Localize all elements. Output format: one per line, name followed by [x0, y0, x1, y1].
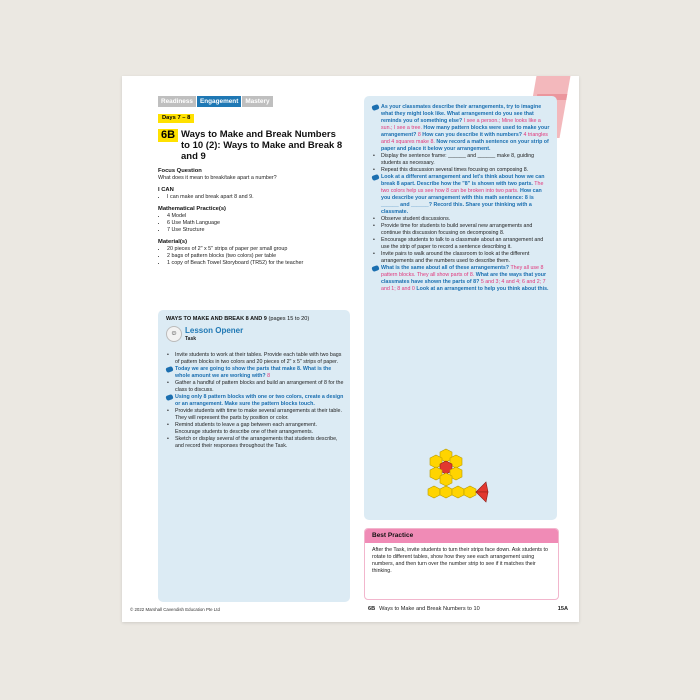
teacher-question: As your classmates describe their arrangements, try to imagine what they might look like. What arrangement do you see that reminds you of something else? — [381, 104, 542, 124]
instruction-text: Remind students to leave a gap between each arrangement. Encourage students to describe one of their arrangements. — [175, 422, 317, 435]
level-tabs — [158, 96, 274, 107]
instruction-text: Invite pairs to walk around the classroom to look at the different arrangements and the numbers used to describe them. — [381, 251, 530, 264]
bullet-icon: • — [167, 408, 169, 414]
bullet-icon: • — [167, 380, 169, 386]
instruction-item — [166, 422, 344, 436]
instruction-text: Provide time for students to build several new arrangements and continue this discussion focusing on decomposing 8. — [381, 223, 533, 236]
teacher-question: Record this. — [433, 202, 465, 208]
instruction-text: Observe student discussions. — [381, 216, 451, 222]
opener-subtitle: Task — [185, 336, 197, 342]
tab-engagement[interactable]: Engagement — [197, 96, 241, 107]
instruction-text: Sketch or display several of the arrangements that students describe, and record their responses throughout the Task. — [175, 436, 338, 449]
discussion-prompt — [166, 394, 344, 408]
teacher-question: Now record a math sentence on your strip of paper and place it below your arrangement. — [381, 139, 549, 152]
instruction-text: Invite students to work at their tables. Provide each table with two bags of pattern blocks in two colors and 20 pieces of 2" x 5" strips of paper. — [175, 352, 342, 365]
page-footer — [368, 606, 568, 612]
bullet-icon: • — [167, 436, 169, 442]
speech-icon — [371, 265, 379, 272]
discussion-list — [372, 104, 552, 293]
instruction-item — [372, 223, 552, 237]
flower-arrangement — [430, 449, 462, 486]
ican-heading: I CAN — [158, 187, 174, 193]
instruction-item — [372, 251, 552, 265]
lesson-overview — [158, 168, 348, 267]
bullet-icon: • — [373, 251, 375, 257]
instruction-text: Provide students with time to make several arrangements at their table. They will represent the parts by position or color. — [175, 408, 342, 421]
materials-heading: Material(s) — [158, 239, 187, 245]
discussion-box — [364, 96, 557, 520]
tab-mastery[interactable]: Mastery — [242, 96, 272, 107]
teacher-question: How can you describe your arrangement with this math sentence: 8 is ______ and ______? — [381, 188, 542, 208]
instruction-text: Display the sentence frame: ______ and ______ make 8, guiding students as necessary. — [381, 153, 535, 166]
instruction-item — [166, 436, 344, 450]
bullet-icon: • — [373, 223, 375, 229]
teacher-question: What is the same about all of these arrangements? — [381, 265, 510, 271]
instruction-text: Encourage students to talk to a classmate about an arrangement and use the strip of paper to record a sentence describing it. — [381, 237, 544, 250]
discussion-prompt — [166, 366, 344, 380]
speech-icon — [165, 394, 173, 401]
instruction-text: Repeat this discussion several times focusing on composing 8. — [381, 167, 529, 173]
discussion-prompt — [372, 174, 552, 216]
best-practice-text: After the Task, invite students to turn their strips face down. Ask students to rotate to different tables, show how they see each arrangement using numbers, and then turn over the number strip to see if it matches their thinking. — [372, 547, 548, 574]
teacher-question: Today we are going to show the parts that make 8. What is the whole amount we are working with? — [175, 366, 332, 379]
focus-text: What does it mean to break/take apart a number? — [158, 175, 277, 181]
lesson-title: Ways to Make and Break Numbers to 10 (2): Ways to Make and Break 8 and 9 — [181, 129, 343, 162]
instruction-item — [166, 352, 344, 366]
material-item: • 1 copy of Beach Towel Storyboard (TR52) for the teacher — [167, 260, 348, 267]
sample-answer: 4 triangles and 4 squares make 8. — [381, 132, 548, 145]
instruction-text: Gather a handful of pattern blocks and build an arrangement of 8 for the class to discuss. — [175, 380, 344, 393]
best-practice-heading: Best Practice — [365, 529, 558, 543]
teacher-question: What are the ways that your classmates have shown the parts of 8? — [381, 272, 547, 285]
teacher-question: How can you describe it with numbers? — [422, 132, 523, 138]
sample-answer: I see a person.; Mine looks like a sun.; I see a tree. — [381, 118, 541, 131]
instruction-item — [372, 216, 552, 223]
footer-title: Ways to Make and Break Numbers to 10 — [379, 606, 480, 612]
discussion-prompt — [372, 104, 552, 153]
sample-answer: 8 — [267, 373, 271, 379]
bullet-icon: • — [167, 352, 169, 358]
practice-item: • 7 Use Structure — [167, 227, 348, 234]
speech-icon — [165, 366, 173, 373]
sample-answer: 5 and 3; 4 and 4; 6 and 2; 7 and 1; 8 and 0 — [381, 279, 546, 292]
instruction-item — [372, 167, 552, 174]
bullet-icon: • — [373, 237, 375, 243]
practice-item: • 6 Use Math Language — [167, 220, 348, 227]
lesson-code: 6B — [158, 129, 178, 142]
footer-code: 6B — [368, 606, 376, 612]
opener-title: Lesson Opener — [185, 326, 244, 335]
instruction-item — [372, 153, 552, 167]
speech-icon — [371, 104, 379, 111]
material-item: • 2 bags of pattern blocks (two colors) per table — [167, 253, 348, 260]
page-number: 15A — [557, 606, 568, 612]
bullet-icon: • — [373, 216, 375, 222]
teacher-question: Look at an arrangement to help you think about this. — [416, 286, 549, 292]
ways-list — [166, 352, 344, 450]
fish-arrangement — [428, 482, 488, 502]
focus-heading: Focus Question — [158, 168, 202, 174]
worksheet-page — [122, 76, 579, 622]
sample-answer: The two colors help us see how 8 can be broken into two parts. — [381, 181, 544, 194]
teacher-question: Using only 8 pattern blocks with one or two colors, create a design or an arrangement. Make sure the pattern blocks touch. — [175, 394, 344, 407]
instruction-item — [166, 408, 344, 422]
instruction-item — [372, 237, 552, 251]
sample-answer: 8 — [417, 132, 421, 138]
copyright: © 2022 Marshall Cavendish Education Pte Ltd — [130, 607, 220, 612]
bullet-icon: • — [167, 422, 169, 428]
material-item: • 20 pieces of 2" x 5" strips of paper per small group — [167, 246, 348, 253]
ways-box — [158, 310, 350, 602]
lightbulb-icon: ☺ — [166, 326, 182, 342]
ways-title: WAYS TO MAKE AND BREAK 8 AND 9 (pages 15 to 20) — [166, 316, 310, 322]
practices-heading: Mathematical Practice(s) — [158, 206, 226, 212]
tab-readiness[interactable]: Readiness — [158, 96, 196, 107]
teacher-question: Share your thinking with a classmate. — [381, 202, 532, 215]
best-practice-box — [364, 528, 559, 600]
teacher-question: How many pattern blocks were used to make your arrangement? — [381, 125, 550, 138]
discussion-prompt — [372, 265, 552, 293]
bullet-icon: • — [373, 167, 375, 173]
teacher-question: Look at a different arrangement and let's think about how we can break 8 apart. Describe how the "8" is shown with two parts. — [381, 174, 545, 187]
bullet-icon: • — [373, 153, 375, 159]
days-badge: Days 7 – 8 — [158, 114, 194, 123]
pattern-block-arrangements — [422, 446, 512, 506]
ican-item: • I can make and break apart 8 and 9. — [167, 194, 348, 201]
instruction-item — [166, 380, 344, 394]
practice-item: • 4 Model — [167, 213, 348, 220]
sample-answer: They all use 8 pattern blocks. They all show parts of 8. — [381, 265, 544, 278]
speech-icon — [371, 174, 379, 181]
